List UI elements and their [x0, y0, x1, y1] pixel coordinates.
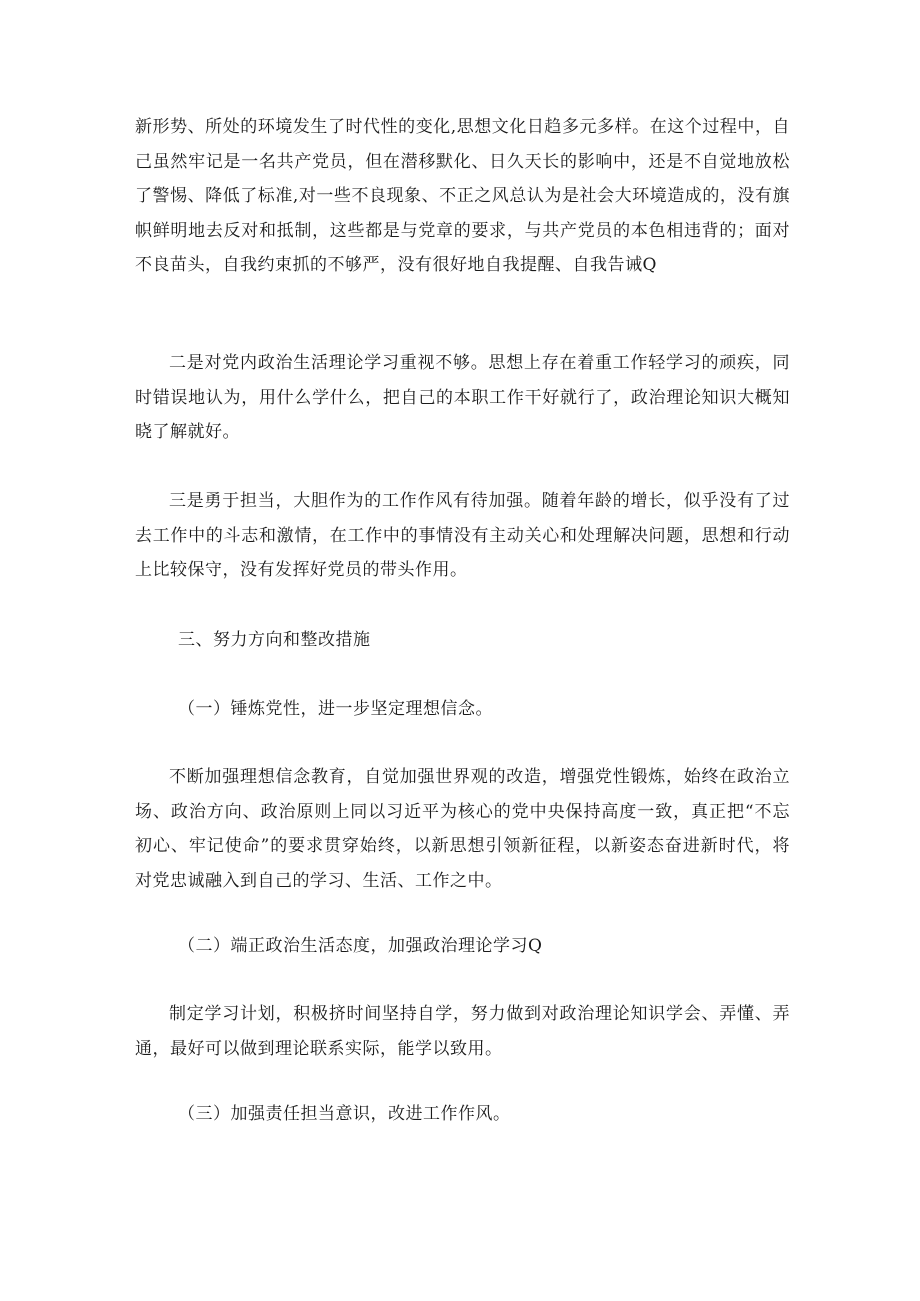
paragraph-point-three: 三是勇于担当，大胆作为的工作作风有待加强。随着年龄的增长，似乎没有了过去工作中的斗志和激情，在工作中的事情没有主动关心和处理解决问题，思想和行动上比较保守，没有发挥好党员的带头作用。: [135, 491, 790, 581]
paragraph-continuation: 新形势、所处的环境发生了时代性的变化,思想文化日趋多元多样。在这个过程中，自己虽然牢记是一名共产党员，但在潜移默化、日久天长的影响中，还是不自觉地放松了警惕、降低了标准,对一些不良现象、不正之风总认为是社会大环境造成的，没有旗帜鲜明地去反对和抵制，这些都是与党章的要求，与共产党员的本色相违背的；面对不良苗头，自我约束抓的不够严，没有很好地自我提醒、自我告诫Q: [135, 117, 790, 276]
paragraph-measure-two: 制定学习计划，积极挤时间坚持自学，努力做到对政治理论知识学会、弄懂、弄通，最好可以做到理论联系实际，能学以致用。: [135, 1004, 790, 1059]
paragraph-point-two: 二是对党内政治生活理论学习重视不够。思想上存在着重工作轻学习的顽疾，同时错误地认为，用什么学什么，把自己的本职工作干好就行了，政治理论知识大概知晓了解就好。: [135, 353, 790, 443]
paragraph-measure-one: 不断加强理想信念教育，自觉加强世界观的改造，增强党性锻炼，始终在政治立场、政治方向、政治原则上同以习近平为核心的党中央保持高度一致，真正把“不忘初心、牢记使命”的要求贯穿始终，以新思想引领新征程，以新姿态奋进新时代，将对党忠诚融入到自己的学习、生活、工作之中。: [135, 767, 790, 891]
subheading-two: （二）端正政治生活态度，加强政治理论学习Q: [178, 936, 543, 956]
subheading-three: （三）加强责任担当意识，改进工作作风。: [178, 1104, 511, 1124]
section-heading: 三、努力方向和整改措施: [178, 630, 371, 650]
subheading-one: （一）锤炼党性，进一步坚定理想信念。: [178, 699, 493, 719]
